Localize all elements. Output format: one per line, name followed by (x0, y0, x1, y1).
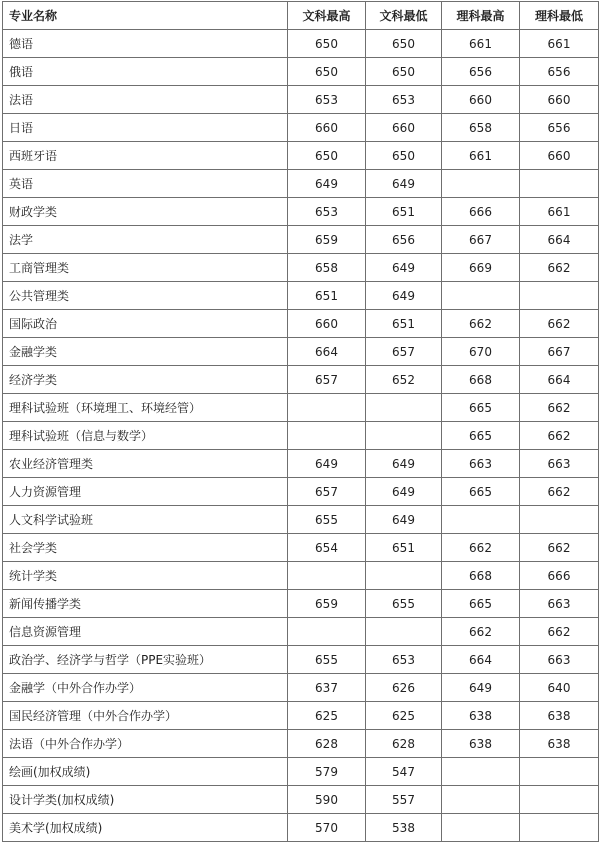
arts-max-cell: 658 (288, 254, 366, 282)
arts-min-cell (366, 394, 442, 422)
arts-min-cell (366, 562, 442, 590)
major-name-cell: 法语 (3, 86, 288, 114)
table-row (3, 254, 599, 282)
major-name-cell: 法学 (3, 226, 288, 254)
science-min-cell (520, 786, 599, 814)
arts-min-cell: 657 (366, 338, 442, 366)
table-row (3, 338, 599, 366)
science-min-cell: 666 (520, 562, 599, 590)
science-min-cell (520, 506, 599, 534)
arts-max-cell: 664 (288, 338, 366, 366)
science-min-cell (520, 170, 599, 198)
table-row (3, 702, 599, 730)
science-max-cell (442, 786, 520, 814)
science-max-cell: 662 (442, 618, 520, 646)
arts-max-cell: 657 (288, 478, 366, 506)
science-min-cell: 667 (520, 338, 599, 366)
major-name-cell: 绘画(加权成绩) (3, 758, 288, 786)
major-name-cell: 法语（中外合作办学） (3, 730, 288, 758)
arts-max-cell: 590 (288, 786, 366, 814)
science-max-cell (442, 506, 520, 534)
major-name-cell: 统计学类 (3, 562, 288, 590)
science-max-cell: 665 (442, 590, 520, 618)
major-name-cell: 理科试验班（信息与数学） (3, 422, 288, 450)
major-name-cell: 工商管理类 (3, 254, 288, 282)
science-max-cell (442, 758, 520, 786)
science-max-cell: 664 (442, 646, 520, 674)
header-science-min: 理科最低 (520, 2, 599, 30)
arts-max-cell: 570 (288, 814, 366, 842)
arts-min-cell: 557 (366, 786, 442, 814)
science-min-cell: 664 (520, 366, 599, 394)
science-min-cell: 662 (520, 422, 599, 450)
major-name-cell: 财政学类 (3, 198, 288, 226)
table-row (3, 282, 599, 310)
arts-max-cell: 637 (288, 674, 366, 702)
table-header-row (3, 2, 599, 30)
science-max-cell: 669 (442, 254, 520, 282)
table-row (3, 422, 599, 450)
arts-min-cell: 649 (366, 450, 442, 478)
table-row (3, 730, 599, 758)
major-name-cell: 信息资源管理 (3, 618, 288, 646)
header-arts-max: 文科最高 (288, 2, 366, 30)
arts-min-cell (366, 618, 442, 646)
science-max-cell (442, 814, 520, 842)
table-row (3, 786, 599, 814)
arts-min-cell: 649 (366, 478, 442, 506)
table-row (3, 562, 599, 590)
major-name-cell: 国际政治 (3, 310, 288, 338)
major-name-cell: 设计学类(加权成绩) (3, 786, 288, 814)
science-max-cell: 660 (442, 86, 520, 114)
arts-min-cell: 650 (366, 58, 442, 86)
science-min-cell: 638 (520, 702, 599, 730)
arts-max-cell: 628 (288, 730, 366, 758)
science-max-cell: 662 (442, 310, 520, 338)
science-max-cell: 667 (442, 226, 520, 254)
science-min-cell: 663 (520, 646, 599, 674)
arts-max-cell: 660 (288, 114, 366, 142)
arts-max-cell: 649 (288, 170, 366, 198)
arts-min-cell: 653 (366, 86, 442, 114)
arts-max-cell: 655 (288, 646, 366, 674)
table-row (3, 758, 599, 786)
table-row (3, 198, 599, 226)
major-name-cell: 新闻传播学类 (3, 590, 288, 618)
arts-min-cell (366, 422, 442, 450)
table-row (3, 478, 599, 506)
science-min-cell (520, 758, 599, 786)
header-science-max: 理科最高 (442, 2, 520, 30)
table-row (3, 618, 599, 646)
science-max-cell: 661 (442, 30, 520, 58)
table-row (3, 58, 599, 86)
arts-min-cell: 651 (366, 198, 442, 226)
table-row (3, 142, 599, 170)
arts-min-cell: 649 (366, 282, 442, 310)
table-row (3, 366, 599, 394)
science-min-cell: 656 (520, 58, 599, 86)
science-min-cell: 662 (520, 618, 599, 646)
science-min-cell: 656 (520, 114, 599, 142)
science-max-cell: 638 (442, 730, 520, 758)
arts-max-cell (288, 618, 366, 646)
arts-min-cell: 649 (366, 506, 442, 534)
science-min-cell: 661 (520, 198, 599, 226)
table-row (3, 30, 599, 58)
science-min-cell: 661 (520, 30, 599, 58)
science-max-cell: 661 (442, 142, 520, 170)
arts-max-cell: 650 (288, 58, 366, 86)
arts-max-cell (288, 394, 366, 422)
arts-min-cell: 650 (366, 142, 442, 170)
science-max-cell: 665 (442, 394, 520, 422)
science-max-cell: 649 (442, 674, 520, 702)
arts-min-cell: 547 (366, 758, 442, 786)
table-row (3, 534, 599, 562)
arts-max-cell: 660 (288, 310, 366, 338)
arts-max-cell: 657 (288, 366, 366, 394)
arts-max-cell (288, 422, 366, 450)
science-min-cell: 662 (520, 310, 599, 338)
table-row (3, 674, 599, 702)
science-min-cell (520, 814, 599, 842)
arts-max-cell: 659 (288, 226, 366, 254)
major-name-cell: 经济学类 (3, 366, 288, 394)
arts-min-cell: 660 (366, 114, 442, 142)
major-name-cell: 农业经济管理类 (3, 450, 288, 478)
table-row (3, 646, 599, 674)
major-name-cell: 俄语 (3, 58, 288, 86)
science-max-cell: 668 (442, 366, 520, 394)
science-max-cell: 638 (442, 702, 520, 730)
major-name-cell: 德语 (3, 30, 288, 58)
major-name-cell: 国民经济管理（中外合作办学） (3, 702, 288, 730)
major-name-cell: 人力资源管理 (3, 478, 288, 506)
science-min-cell: 660 (520, 142, 599, 170)
arts-min-cell: 651 (366, 534, 442, 562)
science-max-cell: 656 (442, 58, 520, 86)
arts-max-cell: 653 (288, 86, 366, 114)
science-max-cell: 658 (442, 114, 520, 142)
table-row (3, 86, 599, 114)
major-name-cell: 政治学、经济学与哲学（PPE实验班） (3, 646, 288, 674)
science-min-cell: 662 (520, 534, 599, 562)
arts-min-cell: 626 (366, 674, 442, 702)
major-name-cell: 理科试验班（环境理工、环境经管） (3, 394, 288, 422)
arts-max-cell: 655 (288, 506, 366, 534)
header-major-name: 专业名称 (3, 2, 288, 30)
arts-max-cell: 579 (288, 758, 366, 786)
major-name-cell: 日语 (3, 114, 288, 142)
major-name-cell: 人文科学试验班 (3, 506, 288, 534)
arts-min-cell: 625 (366, 702, 442, 730)
table-row (3, 450, 599, 478)
arts-max-cell: 653 (288, 198, 366, 226)
science-min-cell: 662 (520, 254, 599, 282)
science-min-cell (520, 282, 599, 310)
arts-min-cell: 649 (366, 254, 442, 282)
science-min-cell: 663 (520, 590, 599, 618)
header-arts-min: 文科最低 (366, 2, 442, 30)
science-min-cell: 662 (520, 478, 599, 506)
arts-min-cell: 655 (366, 590, 442, 618)
table-row (3, 394, 599, 422)
science-max-cell: 665 (442, 422, 520, 450)
table-row (3, 170, 599, 198)
science-min-cell: 664 (520, 226, 599, 254)
score-table (2, 1, 599, 842)
table-row (3, 114, 599, 142)
arts-max-cell: 650 (288, 30, 366, 58)
major-name-cell: 英语 (3, 170, 288, 198)
science-max-cell (442, 170, 520, 198)
arts-min-cell: 649 (366, 170, 442, 198)
science-max-cell: 666 (442, 198, 520, 226)
major-name-cell: 社会学类 (3, 534, 288, 562)
science-max-cell: 670 (442, 338, 520, 366)
major-name-cell: 金融学类 (3, 338, 288, 366)
science-max-cell (442, 282, 520, 310)
arts-max-cell: 651 (288, 282, 366, 310)
science-max-cell: 662 (442, 534, 520, 562)
science-min-cell: 638 (520, 730, 599, 758)
major-name-cell: 美术学(加权成绩) (3, 814, 288, 842)
science-max-cell: 663 (442, 450, 520, 478)
science-min-cell: 662 (520, 394, 599, 422)
arts-min-cell: 656 (366, 226, 442, 254)
arts-max-cell (288, 562, 366, 590)
science-max-cell: 668 (442, 562, 520, 590)
table-row (3, 506, 599, 534)
major-name-cell: 公共管理类 (3, 282, 288, 310)
arts-max-cell: 654 (288, 534, 366, 562)
major-name-cell: 金融学（中外合作办学） (3, 674, 288, 702)
arts-max-cell: 650 (288, 142, 366, 170)
science-min-cell: 640 (520, 674, 599, 702)
arts-min-cell: 652 (366, 366, 442, 394)
arts-min-cell: 538 (366, 814, 442, 842)
table-row (3, 226, 599, 254)
arts-min-cell: 650 (366, 30, 442, 58)
arts-min-cell: 653 (366, 646, 442, 674)
arts-max-cell: 649 (288, 450, 366, 478)
table-row (3, 590, 599, 618)
arts-max-cell: 659 (288, 590, 366, 618)
arts-max-cell: 625 (288, 702, 366, 730)
table-row (3, 814, 599, 842)
science-min-cell: 663 (520, 450, 599, 478)
science-max-cell: 665 (442, 478, 520, 506)
science-min-cell: 660 (520, 86, 599, 114)
table-body (3, 30, 599, 842)
arts-min-cell: 651 (366, 310, 442, 338)
arts-min-cell: 628 (366, 730, 442, 758)
table-row (3, 310, 599, 338)
major-name-cell: 西班牙语 (3, 142, 288, 170)
